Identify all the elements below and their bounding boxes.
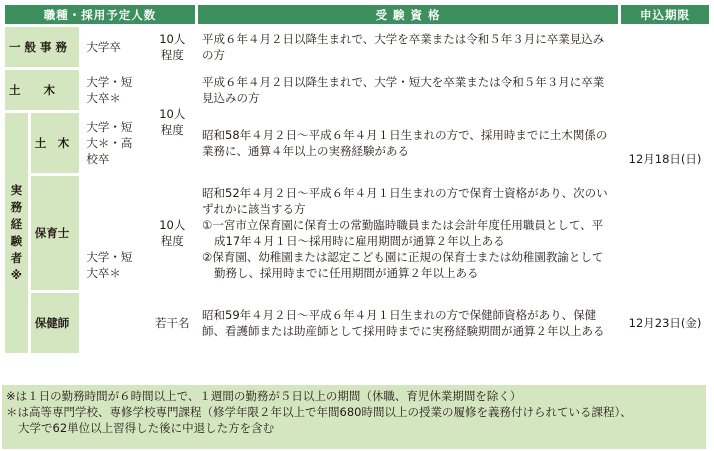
education-requirement: 大学・短大＊・高校卒 bbox=[82, 113, 146, 173]
qualification-text: 平成６年４月２日以降生まれで、大学・短大を卒業または令和５年３月に卒業見込みの方 bbox=[198, 70, 618, 110]
education-requirement: 大学・短大卒＊ bbox=[82, 176, 146, 353]
qualification-text: 平成６年４月２日以降生まれで、大学を卒業または令和５年３月に卒業見込みの方 bbox=[198, 27, 618, 67]
job-title-nursery-teacher: 保育士 bbox=[31, 176, 80, 290]
qualification-item-2: ②保育園、幼稚園または認定こども園に正規の保育士または幼稚園教諭として勤務し、採用時までに任用期間が通算２年以上ある bbox=[202, 250, 604, 280]
qualification-text: 昭和58年４月２日～平成６年４月１日生まれの方で、採用時までに土木関係の業務に、通算４年以上の実務経験がある bbox=[198, 113, 618, 173]
hiring-count: 10人程度 bbox=[150, 176, 196, 290]
job-title-general-office: 一 般 事 務 bbox=[5, 27, 79, 67]
header-qualification: 受 験 資 格 bbox=[198, 5, 618, 24]
experienced-category-label: 実務経験者※ bbox=[5, 113, 28, 353]
job-title-civil-engineering: 土 木 bbox=[5, 70, 79, 110]
job-title-civil-engineering-experienced: 土 木 bbox=[31, 113, 80, 173]
table-row bbox=[5, 176, 709, 290]
footnote-education: ＊は高等専門学校、専修学校専門課程（修学年限２年以上で年間680時間以上の授業の履修を義務付けられている課程）、 bbox=[6, 405, 632, 419]
table-row bbox=[5, 70, 709, 110]
education-requirement: 大学・短大卒＊ bbox=[82, 70, 146, 110]
education-requirement: 大学卒 bbox=[82, 27, 146, 67]
qualification-intro: 昭和52年４月２日～平成６年４月１日生まれの方で保育士資格があり、次のいずれかに該当する方 bbox=[202, 186, 608, 216]
footnote-education-cont: 大学で62単位以上習得した後に中退した方を含む bbox=[18, 421, 275, 435]
footnote-experience: ※は１日の勤務時間が６時間以上で、１週間の勤務が５日以上の期間（休職、育児休業期間を除く） bbox=[6, 389, 522, 403]
recruitment-table bbox=[2, 2, 712, 356]
header-deadline: 申込期限 bbox=[621, 5, 709, 24]
hiring-count: 10人程度 bbox=[150, 27, 196, 67]
hiring-count: 10人程度 bbox=[150, 70, 196, 173]
qualification-text bbox=[198, 176, 618, 290]
job-title-public-health-nurse: 保健師 bbox=[31, 293, 80, 353]
footnotes bbox=[2, 385, 706, 449]
table-header-row bbox=[5, 5, 709, 24]
qualification-item-1: ①一宮市立保育園に保育士の常勤臨時職員または会計年度任用職員として、平成17年４月１日～採用時に雇用期間が通算２年以上ある bbox=[202, 218, 604, 248]
hiring-count: 若干名 bbox=[150, 293, 196, 353]
qualification-text: 昭和59年４月２日～平成６年４月１日生まれの方で保健師資格があり、保健師、看護師または助産師として採用時までに実務経験期間が通算２年以上ある bbox=[198, 293, 618, 353]
deadline-cell: 12月23日(金) bbox=[621, 293, 709, 353]
table-row bbox=[5, 27, 709, 67]
header-job-type: 職種・採用予定人数 bbox=[5, 5, 195, 24]
deadline-cell: 12月18日(日) bbox=[621, 27, 709, 290]
table-row bbox=[5, 113, 709, 173]
